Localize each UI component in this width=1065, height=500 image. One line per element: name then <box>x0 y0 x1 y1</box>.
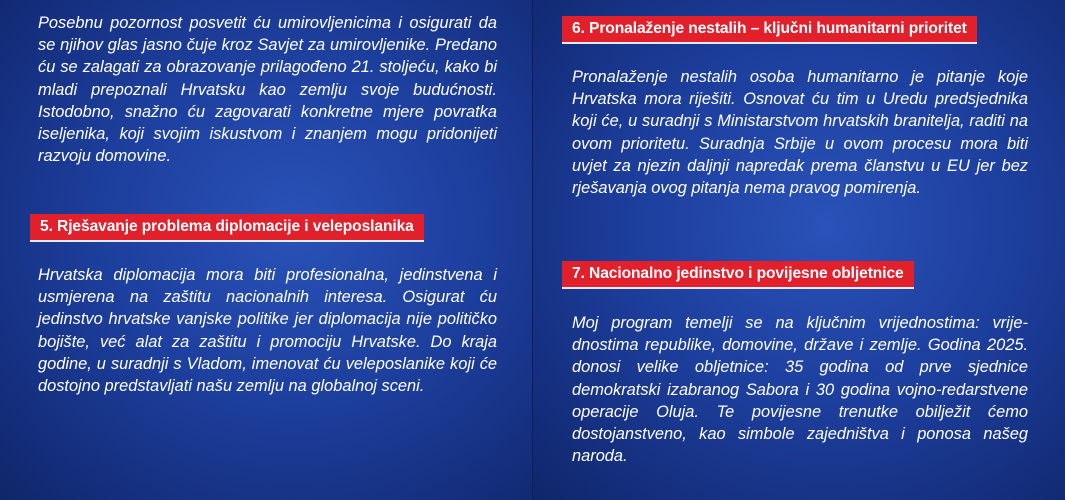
intro-paragraph: Posebnu pozornost posvetit ću umirovljenicima i osigurati da se njihov glas jasno čuje kroz Savjet za umirovljenike. Predano ću se zalagati za obrazovanje prilagođeno 21. stoljeću, kako bi mladi prepoznali Hrvatsku kao zemlju svoje budućnosti. Istodobno, snažno ću zagovarati konkretne mjere povratka iseljenika, koji svojim iskustvom i znanjem mogu pridonijeti razvoju domovine. <box>38 14 497 166</box>
section-6-heading: 6. Pronalaženje nestalih – ključni humanitarni prioritet <box>562 16 977 42</box>
section-7-paragraph: Moj program temelji se na ključnim vrijednostima: vrijednostima republike, domovine, države i zemlje. Godina 2025. donosi velike obljetnice: 35 godina od prve sjednice demokratski izabranog Sabora i 30 godina vojno-redarstvene operacije Oluja. Te povijesne trenutke obilježit ćemo dostojanstveno, kao simbole zajedništva i ponosa našeg naroda. <box>572 314 1028 466</box>
left-page <box>0 0 532 500</box>
section-5-paragraph: Hrvatska diplomacija mora biti profesionalna, jedinstvena i usmjerena na zaštitu nacionalnih interesa. Osigurat ću jedinstvo hrvatske vanjske politike jer diplomacija nije političko bojište, već alat za zaštitu i promociju Hrvatske. Do kraja godine, u suradnji s Vladom, imenovat ću veleposlanike koji će dostojno predstavljati našu zemlju na globalnoj sceni. <box>38 266 497 396</box>
section-7-heading: 7. Nacionalno jedinstvo i povijesne obljetnice <box>562 261 914 287</box>
section-6-paragraph: Pronalaženje nestalih osoba humanitarno je pitanje koje Hrvatska mora riješiti. Osnovat ću tim u Uredu predsjednika koji će, u suradnji s Ministarstvom hrvatskih branitelja, raditi na ovom prioritetu. Suradnja Srbije u ovom procesu mora biti uvjet za njezin daljnji napredak prema članstvu u EU jer bez rješavanja ovog pitanja nema pravog pomirenja. <box>572 68 1028 198</box>
right-page <box>533 0 1065 500</box>
section-5-heading: 5. Rješavanje problema diplomacije i veleposlanika <box>30 214 424 240</box>
